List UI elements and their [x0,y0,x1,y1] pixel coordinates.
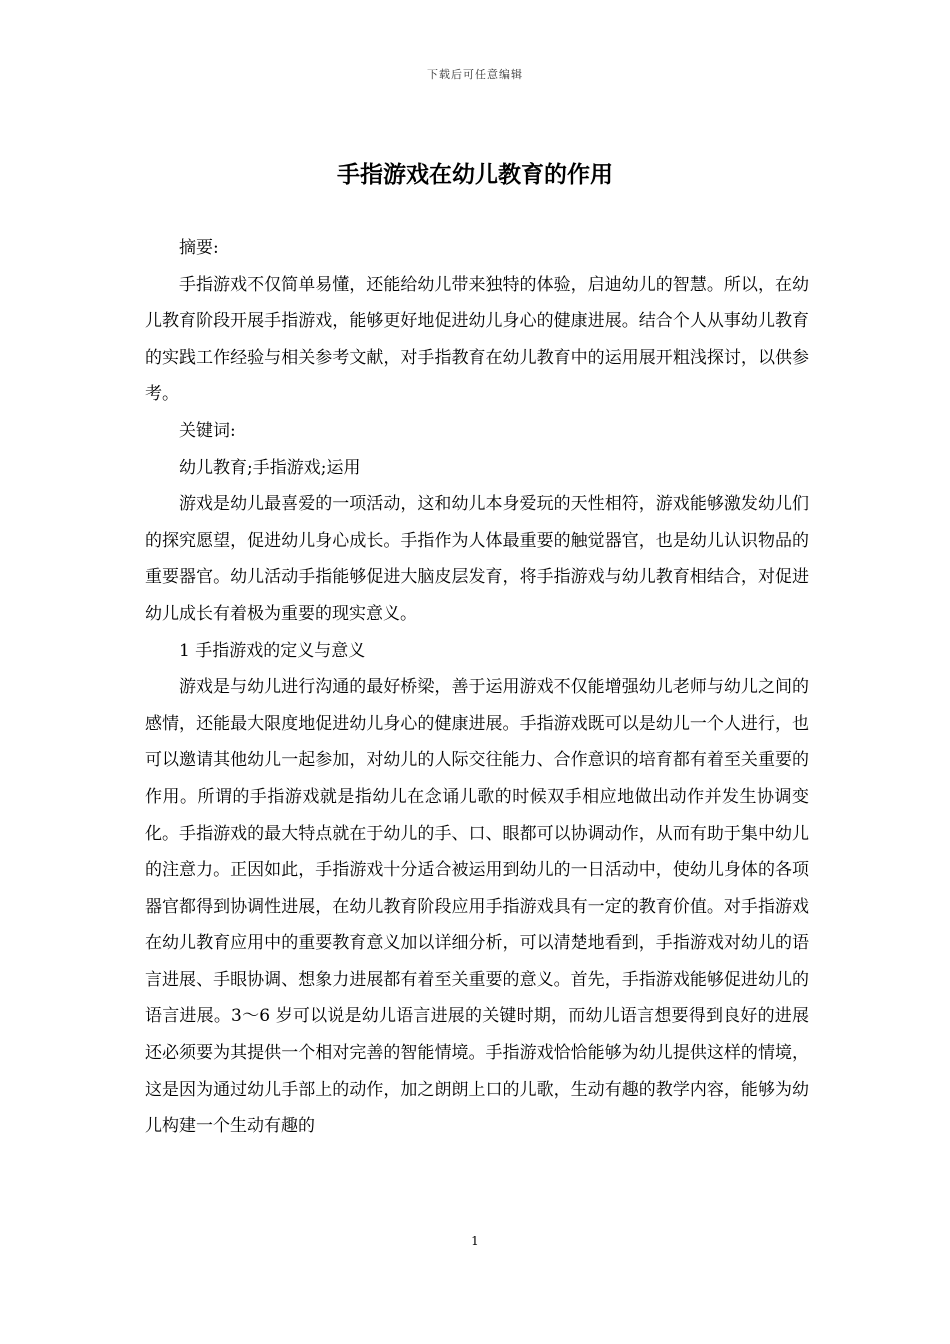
document-body [145,230,809,1145]
section1-heading: 1 手指游戏的定义与意义 [179,640,366,661]
abstract-paragraph: 手指游戏不仅简单易懂，还能给幼儿带来独特的体验，启迪幼儿的智慧。所以，在幼儿教育阶段开展手指游戏，能够更好地促进幼儿身心的健康进展。结合个人从事幼儿教育的实践工作经验与相关参考文献，对手指教育在幼儿教育中的运用展开粗浅探讨，以供参考。 [145,274,809,405]
abstract-label: 摘要: [179,238,219,258]
page-number: 1 [471,1234,479,1248]
section1-paragraph: 游戏是与幼儿进行沟通的最好桥梁，善于运用游戏不仅能增强幼儿老师与幼儿之间的感情，还能最大限度地促进幼儿身心的健康进展。手指游戏既可以是幼儿一个人进行，也可以邀请其他幼儿一起参加，对幼儿的人际交往能力、合作意识的培育都有着至关重要的作用。所谓的手指游戏就是指幼儿在念诵儿歌的时候双手相应地做出动作并发生协调变化。手指游戏的最大特点就在于幼儿的手、口、眼都可以协调动作，从而有助于集中幼儿的注意力。正因如此，手指游戏十分适合被运用到幼儿的一日活动中，使幼儿身体的各项器官都得到协调性进展，在幼儿教育阶段应用手指游戏具有一定的教育价值。对手指游戏在幼儿教育应用中的重要教育意义加以详细分析，可以清楚地看到，手指游戏对幼儿的语言进展、手眼协调、想象力进展都有着至关重要的意义。首先，手指游戏能够促进幼儿的语言进展。3～6 岁可以说是幼儿语言进展的关键时期，而幼儿语言想要得到良好的进展还必须要为其提供一个相对完善的智能情境。手指游戏恰恰能够为幼儿提供这样的情境，这是因为通过幼儿手部上的动作，加之朗朗上口的儿歌，生动有趣的教学内容，能够为幼儿构建一个生动有趣的 [145,677,809,1137]
document-title: 手指游戏在幼儿教育的作用 [337,161,613,188]
keywords-text: 幼儿教育;手指游戏;运用 [179,457,361,478]
intro-paragraph: 游戏是幼儿最喜爱的一项活动，这和幼儿本身爱玩的天性相符，游戏能够激发幼儿们的探究愿望，促进幼儿身心成长。手指作为人体最重要的触觉器官，也是幼儿认识物品的重要器官。幼儿活动手指能够促进大脑皮层发育，将手指游戏与幼儿教育相结合，对促进幼儿成长有着极为重要的现实意义。 [145,494,809,624]
header-note: 下载后可任意编辑 [427,68,523,81]
keywords-label: 关键词: [179,420,236,441]
